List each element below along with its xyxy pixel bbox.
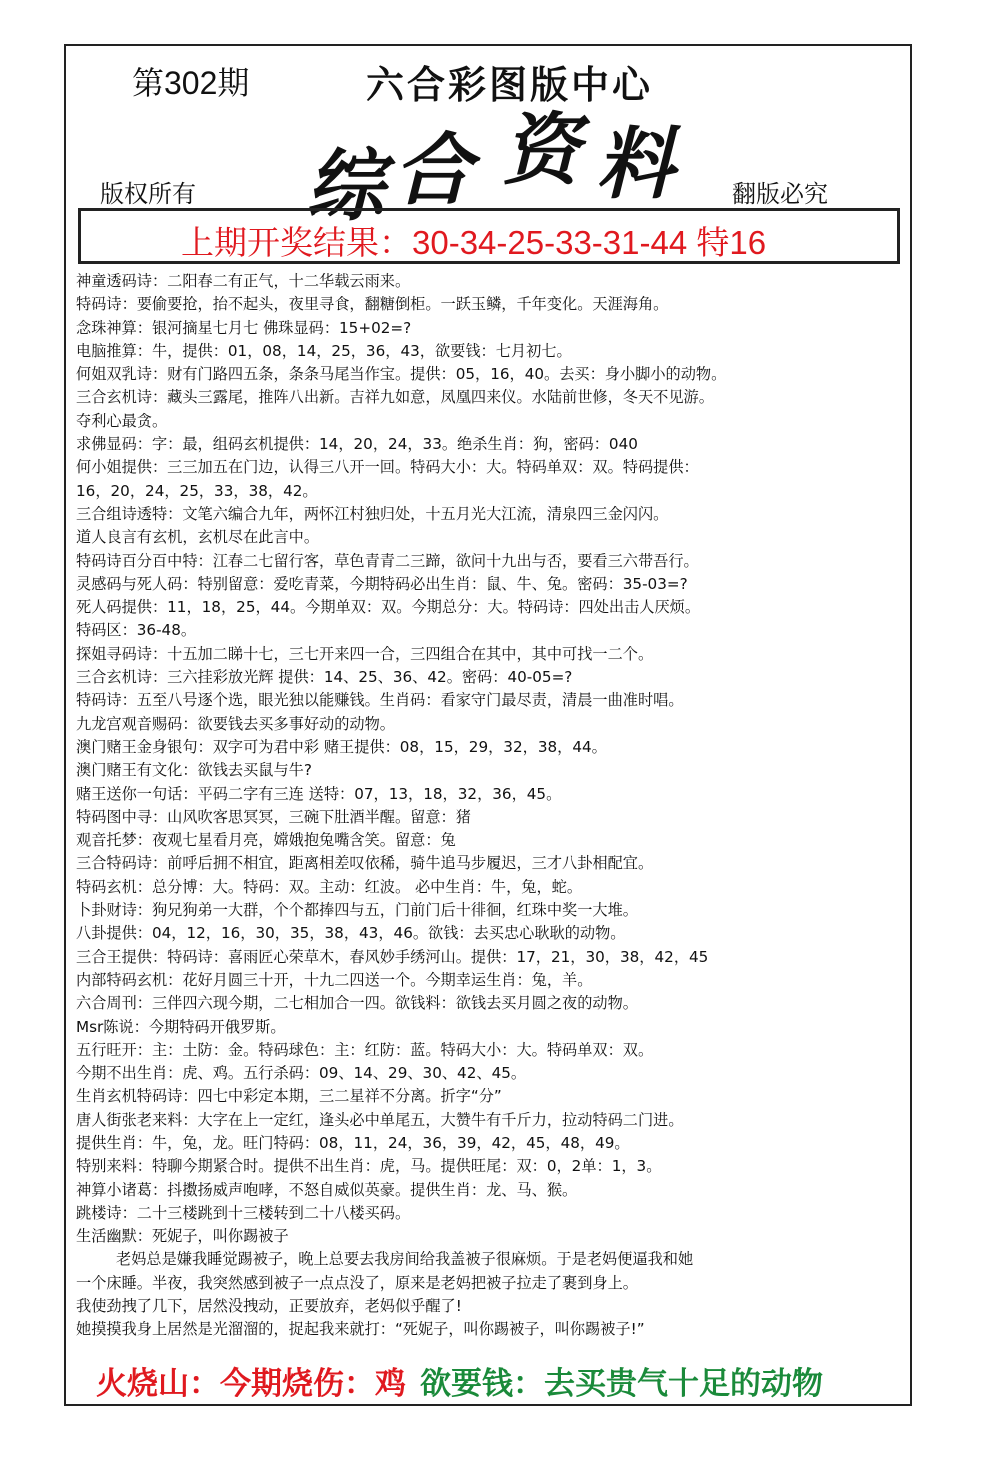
- text-line: 神算小诸葛：抖擞扬威声咆哮，不怒自威似英豪。提供生肖：龙、马、猴。: [76, 1180, 578, 1199]
- main-title-char: 合: [394, 125, 473, 216]
- text-line: Msr陈说：今期特码开俄罗斯。: [76, 1017, 286, 1036]
- text-body: [76, 270, 906, 1342]
- text-line: 特码图中寻：山风吹客思冥冥，三碗下肚酒半醒。留意：猪: [76, 807, 471, 826]
- text-line: 六合周刊：三伴四六现今期，二七相加合一四。欲钱料：欲钱去买月圆之夜的动物。: [76, 994, 638, 1013]
- page-frame: [64, 44, 912, 1406]
- text-line: 八卦提供：04，12，16，30，35，38，43，46。欲钱：去买忠心耿耿的动物。: [76, 924, 626, 943]
- text-line: 内部特码玄机：花好月圆三十开，十九二四送一个。今期幸运生肖：兔，羊。: [76, 970, 593, 989]
- text-line: 三合玄机诗：藏头三露尾，推阵八出新。吉祥九如意，凤凰四来仪。水陆前世修，冬天不见游。: [76, 388, 714, 407]
- copyright-left: 版权所有: [100, 180, 196, 208]
- text-line: 九龙宫观音赐码：欲要钱去买多事好动的动物。: [76, 714, 395, 733]
- text-line: 三合王提供：特码诗：喜雨匠心荣草木，春风妙手绣河山。提供：17，21，30，38，42，45: [76, 947, 709, 966]
- text-line: 特码区：36-48。: [76, 621, 197, 640]
- text-line: 求佛显码：字：最，组码玄机提供：14，20，24，33。绝杀生肖：狗，密码：040: [76, 435, 638, 454]
- text-line: 道人良言有玄机，玄机尽在此言中。: [76, 528, 319, 547]
- main-title-char: 资: [502, 105, 581, 196]
- text-line: 一个床睡。半夜，我突然感到被子一点点没了，原来是老妈把被子拉走了裹到身上。: [76, 1273, 638, 1292]
- main-title-char: 料: [596, 119, 675, 210]
- text-line: 提供生肖：牛，兔，龙。旺门特码：08，11，24，36，39，42，45，48，49。: [76, 1133, 630, 1152]
- text-line: 何姐双乳诗：财有门路四五条，条条马尾当作宝。提供：05，16，40。去买：身小脚小的动物。: [76, 365, 727, 384]
- footer: [96, 1358, 823, 1403]
- main-title-char: 综: [306, 141, 385, 232]
- text-line: 三合组诗透特：文笔六编合九年，两怀江村独归处，十五月光大江流，清泉四三金闪闪。: [76, 504, 669, 523]
- text-line: 神童透码诗：二阳春二有正气，十二华载云雨来。: [76, 272, 411, 290]
- text-line: 灵感码与死人码：特别留意：爱吃青菜，今期特码必出生肖：鼠、牛、兔。密码：35-03=?: [76, 574, 688, 593]
- main-title: [306, 104, 696, 232]
- center-title: 六合彩图版中心: [366, 63, 654, 107]
- text-line: 死人码提供：11，18，25，44。今期单双：双。今期总分：大。特码诗：四处出击人厌烦。: [76, 598, 701, 617]
- text-line: 今期不出生肖：虎、鸡。五行杀码：09、14、29、30、42、45。: [76, 1064, 527, 1083]
- text-line: 澳门赌王有文化：欲钱去买鼠与牛?: [76, 761, 312, 780]
- footer-red-text: 火烧山：今期烧伤：鸡: [96, 1366, 406, 1402]
- text-line: 观音托梦：夜观七星看月亮，嫦娥抱兔嘴含笑。留意：兔: [76, 831, 456, 850]
- footer-green-text: 欲要钱：去买贵气十足的动物: [420, 1366, 823, 1402]
- text-line: 探姐寻码诗：十五加二睇十七，三七开来四一合，三四组合在其中，其中可找一二个。: [76, 644, 654, 663]
- text-line: 特码诗：五至八号逐个选，眼光独以能赚钱。生肖码：看家守门最尽责，清晨一曲准时唱。: [76, 691, 684, 710]
- issue-number: 第302期: [132, 65, 250, 101]
- text-line: 生活幽默：死妮子，叫你踢被子: [76, 1227, 289, 1246]
- text-line: 老妈总是嫌我睡觉踢被子，晚上总要去我房间给我盖被子很麻烦。于是老妈便逼我和她: [116, 1250, 694, 1269]
- text-line: 电脑推算：牛，提供：01，08，14，25，36，43，欲要钱：七月初七。: [76, 341, 572, 360]
- text-line: 五行旺开：主：土防：金。特码球色：主：红防：蓝。特码大小：大。特码单双：双。: [76, 1040, 654, 1059]
- text-line: 三合玄机诗：三六挂彩放光辉 提供：14、25、36、42。密码：40-05=?: [76, 668, 573, 687]
- text-line: 念珠神算：银河摘星七月七 佛珠显码：15+02=?: [76, 318, 412, 337]
- text-line: 三合特码诗：前呼后拥不相宜，距离相差叹依稀，骑牛追马步履迟，三才八卦相配宜。: [76, 854, 654, 873]
- text-line: 唐人街张老来料：大字在上一定红，逢头必中单尾五，大赞牛有千斤力，拉动特码二门进。: [76, 1110, 684, 1129]
- text-line: 跳楼诗：二十三楼跳到十三楼转到二十八楼买码。: [76, 1203, 411, 1222]
- text-line: 我使劲拽了几下，居然没拽动，正要放弃，老妈似乎醒了!: [76, 1297, 462, 1316]
- text-line: 卜卦财诗：狗兄狗弟一大群，个个都捧四与五，门前门后十徘徊，红珠中奖一大堆。: [76, 901, 638, 920]
- text-line: 生肖玄机特码诗：四七中彩定本期，三二星祥不分离。折字“分”: [76, 1087, 502, 1106]
- text-line: 她摸摸我身上居然是光溜溜的，捉起我来就打：“死妮子，叫你踢被子，叫你踢被子!”: [76, 1320, 645, 1339]
- result-box: [78, 208, 900, 264]
- text-line: 16，20，24，25，33，38，42。: [76, 481, 318, 500]
- text-line: 澳门赌王金身银句：双字可为君中彩 赌王提供：08，15，29，32，38，44。: [76, 737, 607, 756]
- text-line: 特码诗：要偷要抢，抬不起头，夜里寻食，翻糖倒柜。一跃玉鳞，千年变化。天涯海角。: [76, 295, 669, 314]
- text-line: 何小姐提供：三三加五在门边，认得三八开一回。特码大小：大。特码单双：双。特码提供：: [76, 458, 699, 477]
- text-line: 夺利心最贪。: [76, 411, 168, 430]
- text-line: 特码诗百分百中特：江春二七留行客，草色青青二三蹄，欲问十九出与否，要看三六带吾行。: [76, 551, 699, 570]
- text-line: 特码玄机：总分博：大。特码：双。主动：红波。 必中生肖：牛，兔，蛇。: [76, 877, 583, 896]
- text-line: 特别来料：特聊今期紧合时。提供不出生肖：虎，马。提供旺尾：双：0，2单：1，3。: [76, 1157, 662, 1176]
- copyright-right: 翻版必究: [732, 180, 828, 208]
- last-draw-result: 上期开奖结果：30-34-25-33-31-44 特16: [181, 224, 767, 261]
- text-line: 赌王送你一句话：平码二字有三连 送特：07，13，18，32，36，45。: [76, 784, 562, 803]
